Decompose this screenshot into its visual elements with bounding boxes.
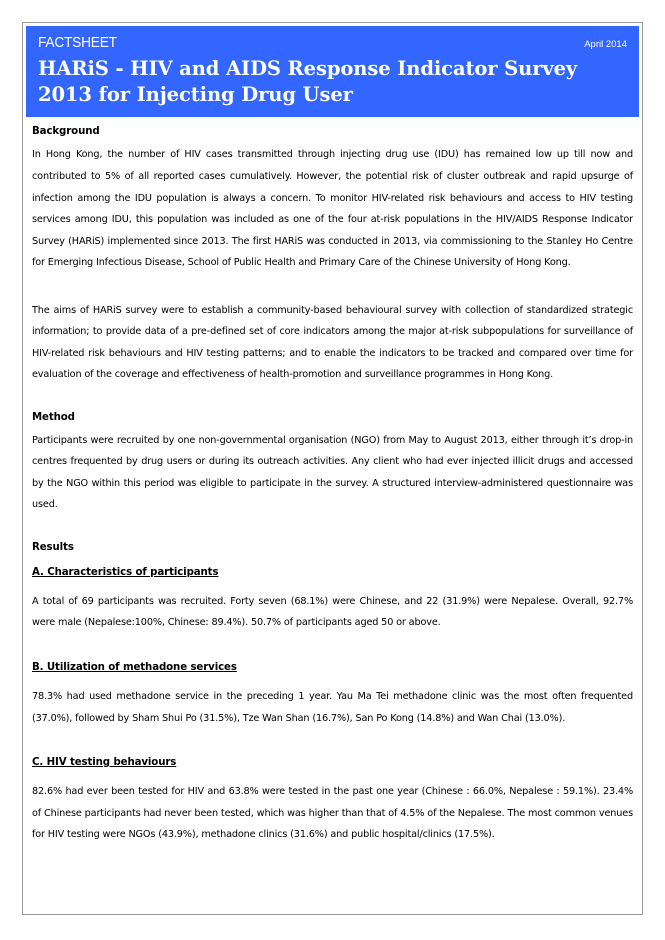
factsheet-label: FACTSHEET	[38, 34, 117, 51]
document-header-band	[26, 26, 639, 117]
results-subsection-c	[32, 750, 633, 846]
spacer	[32, 584, 633, 591]
subsection-heading-b: B. Utilization of methadone services	[32, 661, 237, 673]
subsection-heading-a: A. Characteristics of participants	[32, 566, 219, 578]
method-paragraph: Participants were recruited by one non-governmental organisation (NGO) from May to August 2013, either through it’s drop-in centres frequented by drug users or during its outreach activities. Any client who had ever injected illicit drugs and accessed by the NGO within this period was eligible to participate in the survey. A structured interview-administered questionnaire was used.	[32, 434, 633, 511]
subsection-paragraph-c: 82.6% had ever been tested for HIV and 63.8% were tested in the past one year (Chinese : 66.0%, Nepalese : 59.1%). 23.4% of Chinese participants had never been tested, which was higher than that of 4.5% of the Nepalese. The most common venues for HIV testing were NGOs (43.9%), methadone clinics (31.6%) and public hospital/clinics (17.5%).	[32, 786, 633, 841]
background-paragraph-1: In Hong Kong, the number of HIV cases transmitted through injecting drug use (IDU) has remained low up till now and contributed to 5% of all reported cases cumulatively. However, the potential risk of cluster outbreak and rapid upsurge of infection among the IDU population is always a concern. To monitor HIV-related risk behaviours and access to HIV testing services among IDU, this population was included as one of the four at-risk populations in the HIV/AIDS Response Indicator Survey (HARiS) implemented since 2013. The first HARiS was conducted in 2013, via commissioning to the Stanley Ho Centre for Emerging Infectious Disease, School of Public Health and Primary Care of the Chinese University of Hong Kong.	[32, 149, 633, 269]
spacer	[32, 516, 633, 542]
spacer	[32, 634, 633, 655]
section-heading-method: Method	[32, 411, 75, 423]
results-subsection-b	[32, 655, 633, 729]
document-body	[23, 117, 642, 845]
subsection-heading-c: C. HIV testing behaviours	[32, 757, 177, 769]
spacer	[32, 274, 633, 300]
background-paragraph-2: The aims of HARiS survey were to establish a community-based behavioural survey with collection of standardized strategic information; to provide data of a pre-defined set of core indicators among the major at-risk subpopulations for surveillance of HIV-related risk behaviours and HIV testing patterns; and to enable the indicators to be tracked and compared over time for evaluation of the coverage and effectiveness of health-promotion and surveillance programmes in Hong Kong.	[32, 304, 633, 381]
section-heading-background: Background	[32, 126, 100, 138]
spacer	[32, 729, 633, 750]
spacer	[32, 679, 633, 686]
results-subsection-a	[32, 560, 633, 634]
issue-date: April 2014	[584, 39, 627, 50]
page-title: HARiS - HIV and AIDS Response Indicator Survey 2013 for Injecting Drug User	[38, 57, 578, 106]
spacer	[32, 774, 633, 781]
subsection-paragraph-a: A total of 69 participants was recruited. Forty seven (68.1%) were Chinese, and 22 (31.9%) were Nepalese. Overall, 92.7% were male (Nepalese:100%, Chinese: 89.4%). 50.7% of participants aged 50 or above.	[32, 595, 633, 629]
section-heading-results: Results	[32, 541, 74, 553]
header-top-row	[36, 32, 629, 55]
subsection-paragraph-b: 78.3% had used methadone service in the preceding 1 year. Yau Ma Tei methadone clinic was the most often frequented (37.0%), followed by Sham Shui Po (31.5%), Tze Wan Shan (16.7%), San Po Kong (14.8%) and Wan Chai (13.0%).	[32, 690, 633, 724]
spacer	[32, 386, 633, 412]
factsheet-page	[22, 22, 643, 915]
